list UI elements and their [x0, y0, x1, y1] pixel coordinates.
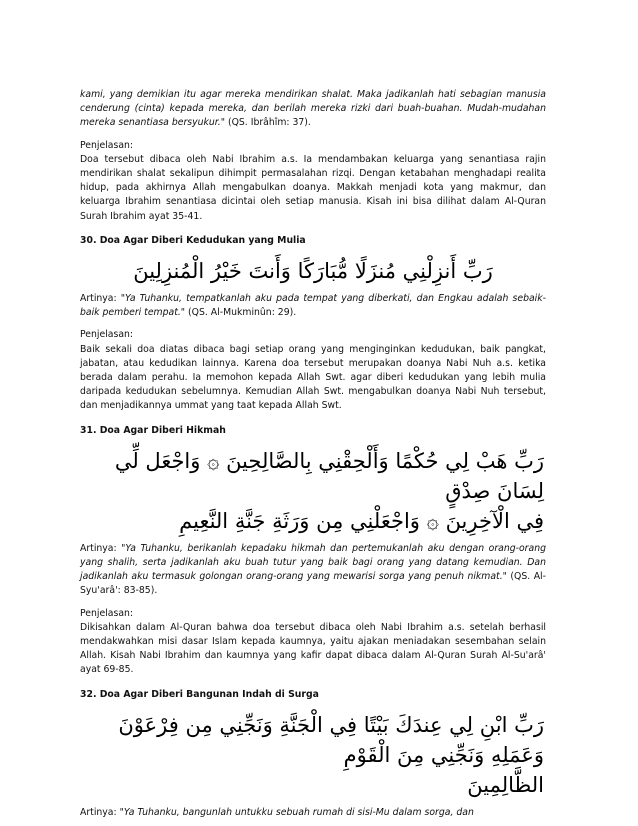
section-32-artinya: [80, 806, 546, 820]
artinya-reference: (QS. Al-Mukminûn: 29).: [185, 307, 297, 319]
arabic-line-1: رَبِّ هَبْ لِي حُكْمًا وَأَلْحِقْنِي بِالصَّالِحِينَ ۞ وَاجْعَل لِّي لِسَانَ صِدْقٍ: [114, 448, 544, 503]
quote-reference: (QS. Ibrâhîm: 37).: [224, 117, 311, 129]
section-30-arabic-prayer: رَبِّ أَنزِلْنِي مُنزَلًا مُّبَارَكًا وَأَنتَ خَيْرُ الْمُنزِلِينَ: [133, 259, 493, 284]
section-31-penjelasan-label: Penjelasan:: [80, 607, 134, 619]
section-30-heading: 30. Doa Agar Diberi Kedudukan yang Mulia: [80, 234, 306, 246]
artinya-label: Artinya:: [80, 542, 122, 554]
artinya-italic-text: "Ya Tuhanku, berikanlah kepadaku hikmah dan pertemukanlah aku dengan orang-orang yang shalih, serta jadikanlah aku buah tutur yang baik bagi orang yang datang kemudian. Dan jadikanlah aku termasuk golongan orang-orang yang mewarisi sorga yang penuh nikmat.": [80, 542, 546, 583]
quote-paragraph: [80, 88, 546, 131]
arabic-line-2: الظَّالِمِينَ: [467, 772, 544, 797]
document-page: [80, 88, 546, 820]
section-30-penjelasan-text: Baik sekali doa diatas dibaca bagi setiap orang yang menginginkan kedudukan, baik pangkat, jabatan, atau kedudikan lainnya. Karena doa tersebut merupakan doanya Nabi Nuh a.s. ketika berada dalam perahu. Ia memohon kepada Allah Swt. agar diberi kedudukan yang lebih mulia daripada kedudukan sebelumnya. Kemudian Allah Swt. mengabulkan doanya Nabi Nuh tersebut, dan menjadikannya ummat yang taat kepada Allah Swt.: [80, 343, 546, 412]
penjelasan-text: Doa tersebut dibaca oleh Nabi Ibrahim a.s. Ia mendambakan keluarga yang senantiasa rajin mendirikan shalat sekalipun dihimpit permasalahan rizqi. Dengan ketabahan menghadapi realita hidup, pada akhirnya Allah mengabulkan doanya. Makkah menjadi kota yang makmur, dan keluarga Ibrahim senantiasa dicintai oleh setiap manusia. Kisah ini bisa dilihat dalam Al-Quran Surah Ibrahim ayat 35-41.: [80, 153, 546, 222]
artinya-label: Artinya:: [80, 293, 121, 305]
section-32-heading: 32. Doa Agar Diberi Bangunan Indah di Surga: [80, 688, 319, 700]
artinya-label: Artinya:: [80, 806, 120, 818]
quote-italic-text: kami, yang demikian itu agar mereka mendirikan shalat. Maka jadikanlah hati sebagian manusia cenderung (cinta) kepada mereka, dan berilah mereka rizki dari buah-buahan. Mudah-mudahan mereka senantiasa bersyukur.": [80, 89, 546, 129]
arabic-line-1: رَبِّ ابْنِ لِي عِندَكَ بَيْتًا فِي الْجَنَّةِ وَنَجِّنِي مِن فِرْعَوْنَ وَعَمَلِهِ وَنَجِّنِي مِنَ الْقَوْمِ: [118, 712, 544, 767]
section-31-penjelasan-text: Dikisahkan dalam Al-Quran bahwa doa tersebut dibaca oleh Nabi Ibrahim a.s. setelah berhasil mendakwahkan misi dasar Islam kepada kaumnya, yaitu ajakan meniadakan sesembahan selain Allah. Kisah Nabi Ibrahim dan kaumnya yang kafir dapat dibaca dalam Al-Quran Surah Al-Su'arâ' ayat 69-85.: [80, 621, 546, 676]
section-32-arabic-prayer: [80, 710, 546, 800]
arabic-line-2: فِي الْآخِرِينَ ۞ وَاجْعَلْنِي مِن وَرَثَةِ جَنَّةِ النَّعِيمِ: [179, 508, 544, 533]
section-31-heading: 31. Doa Agar Diberi Hikmah: [80, 424, 226, 436]
penjelasan-label: Penjelasan:: [80, 139, 134, 151]
artinya-italic-text: "Ya Tuhanku, bangunlah untukku sebuah rumah di sisi-Mu dalam sorga, dan: [119, 806, 474, 818]
section-31-artinya: [80, 542, 546, 599]
section-31-arabic-prayer: [80, 446, 546, 536]
section-30-penjelasan-label: Penjelasan:: [80, 329, 134, 341]
artinya-reference: (QS. Al-Syu'arâ': 83-85).: [80, 571, 546, 597]
artinya-italic-text: "Ya Tuhanku, tempatkanlah aku pada tempat yang diberkati, dan Engkau adalah sebaik-baik pemberi tempat.": [80, 293, 546, 319]
section-30-artinya: [80, 292, 546, 320]
